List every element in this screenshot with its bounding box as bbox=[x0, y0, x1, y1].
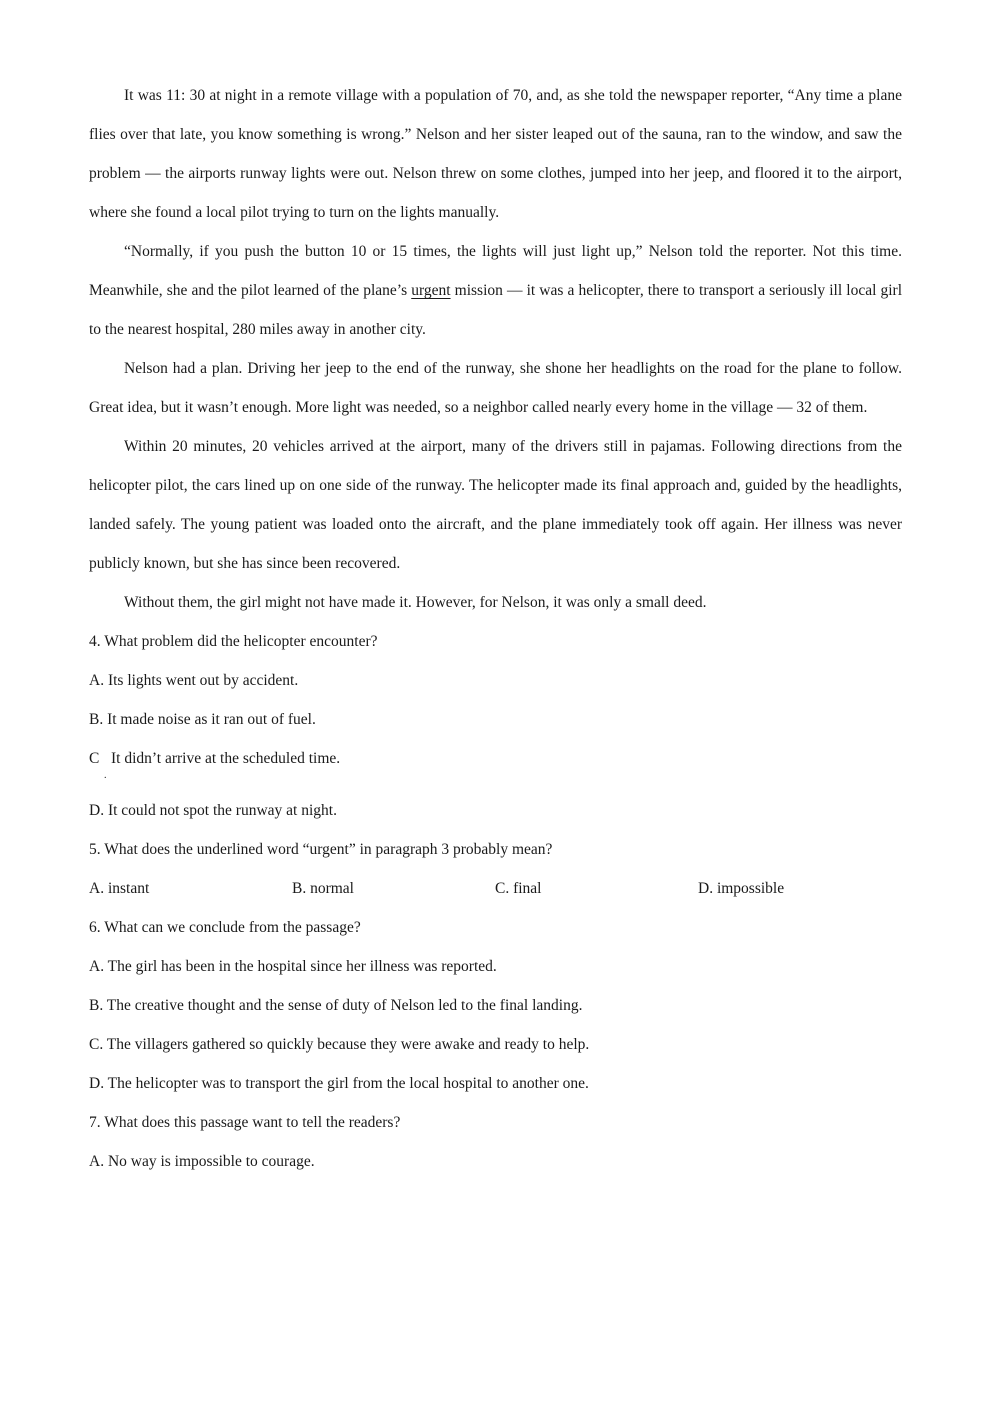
document-page bbox=[89, 76, 902, 1181]
question-7-option-a: A. No way is impossible to courage. bbox=[89, 1153, 315, 1170]
question-5-options bbox=[89, 869, 902, 908]
underlined-word-urgent: urgent bbox=[411, 282, 451, 299]
passage-paragraph-5: Without them, the girl might not have made it. However, for Nelson, it was only a small deed. bbox=[124, 594, 707, 611]
question-7-stem: 7. What does this passage want to tell the readers? bbox=[89, 1114, 401, 1131]
question-5-option-a: A. instant bbox=[89, 880, 150, 897]
question-4-stem: 4. What problem did the helicopter encounter? bbox=[89, 633, 378, 650]
question-4-option-d: D. It could not spot the runway at night. bbox=[89, 802, 337, 819]
question-6-option-d: D. The helicopter was to transport the girl from the local hospital to another one. bbox=[89, 1075, 589, 1092]
question-5-option-c: C. final bbox=[495, 880, 542, 897]
paragraph-2-text-after: mission — it was a helicopter, there to transport a seriously ill local girl to the nearest hospital, 280 miles away in another city. bbox=[89, 282, 903, 338]
question-4-option-c bbox=[89, 739, 902, 791]
question-5-option-b: B. normal bbox=[292, 880, 354, 897]
question-6-option-c: C. The villagers gathered so quickly because they were awake and ready to help. bbox=[89, 1036, 590, 1053]
question-4-option-a: A. Its lights went out by accident. bbox=[89, 672, 299, 689]
passage-paragraph-1: It was 11: 30 at night in a remote village with a population of 70, and, as she told the newspaper reporter, “Any time a plane flies over that late, you know something is wrong.” Nelson and her sister leaped out of the sauna, ran to the window, and saw the problem — the airports runway lights were out. Nelson threw on some clothes, jumped into her jeep, and floored it to the airport, where she found a local pilot trying to turn on the lights manually. bbox=[89, 87, 902, 221]
question-6-option-a: A. The girl has been in the hospital since her illness was reported. bbox=[89, 958, 497, 975]
option-c-text: It didn’t arrive at the scheduled time. bbox=[111, 750, 341, 767]
passage-paragraph-2 bbox=[89, 232, 902, 349]
question-6-stem: 6. What can we conclude from the passage? bbox=[89, 919, 361, 936]
question-5-stem: 5. What does the underlined word “urgent” in paragraph 3 probably mean? bbox=[89, 841, 553, 858]
question-4-option-b: B. It made noise as it ran out of fuel. bbox=[89, 711, 316, 728]
passage-paragraph-3: Nelson had a plan. Driving her jeep to the end of the runway, she shone her headlights on the road for the plane to follow. Great idea, but it wasn’t enough. More light was needed, so a neighbor called nearly every home in the village — 32 of them. bbox=[89, 360, 902, 416]
option-c-dot: . bbox=[104, 770, 107, 781]
paragraph-2-text-before: “Normally, if you push the button 10 or 15 times, the lights will just light up,” Nelson told the reporter. Not this time. Meanwhile, she and the pilot learned of the plane’s bbox=[89, 243, 902, 299]
question-5-option-d: D. impossible bbox=[698, 880, 785, 897]
passage-paragraph-4: Within 20 minutes, 20 vehicles arrived at the airport, many of the drivers still in pajamas. Following directions from the helicopter pilot, the cars lined up on one side of the runway. The helicopter made its final approach and, guided by the headlights, landed safely. The young patient was loaded onto the aircraft, and the plane immediately took off again. Her illness was never publicly known, but she has since been recovered. bbox=[89, 438, 902, 572]
question-6-option-b: B. The creative thought and the sense of duty of Nelson led to the final landing. bbox=[89, 997, 583, 1014]
option-c-letter: C bbox=[89, 750, 100, 767]
